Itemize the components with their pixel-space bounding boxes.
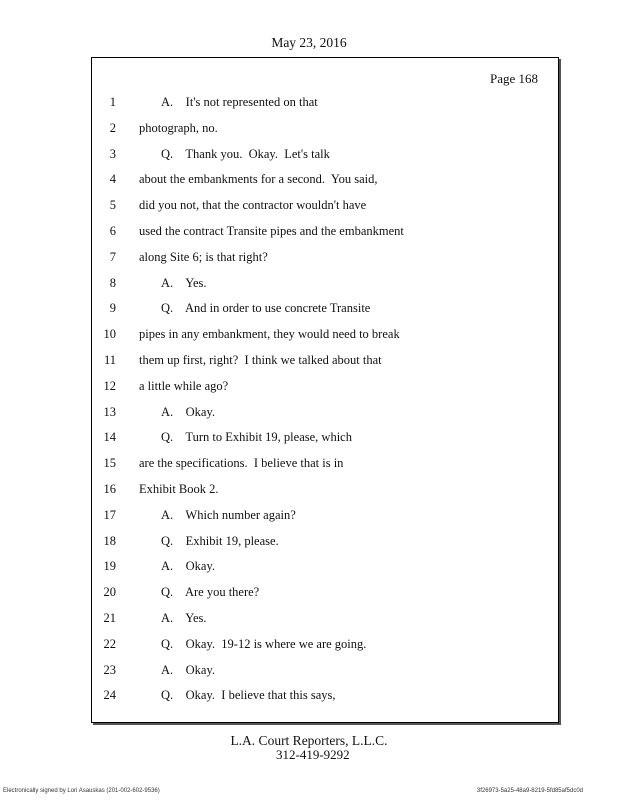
line-number: 8 [109,275,116,290]
transcript-line [92,350,558,370]
reporter-phone: 312-419-9292 [276,747,350,762]
page-number: Page 168 [489,71,538,86]
transcript-line [92,531,558,551]
line-text: A. Yes. [161,275,207,290]
line-text: A. Which number again? [161,507,296,522]
line-text: A. Okay. [161,662,216,677]
line-number: 16 [103,482,116,496]
line-number: 12 [103,378,116,393]
transcript-line [92,221,558,241]
line-number: 23 [103,662,116,677]
transcript-line [92,505,558,525]
line-text: pipes in any embankment, they would need to break [139,327,400,342]
line-number: 4 [109,172,116,187]
transcript-line [92,144,558,164]
line-number: 11 [103,353,116,367]
line-text: used the contract Transite pipes and the embankment [139,224,404,238]
line-text: a little while ago? [139,378,229,393]
transcript-line [92,685,558,705]
line-number: 1 [109,95,116,109]
line-number: 22 [103,636,116,651]
transcript-line [92,324,558,344]
transcript-line [92,402,558,422]
line-number: 17 [103,507,116,522]
transcript-line [92,479,558,499]
line-number: 18 [103,533,116,548]
transcript-line [92,376,558,396]
line-number: 19 [103,559,116,574]
line-number: 20 [103,585,116,600]
line-text: along Site 6; is that right? [139,249,268,264]
line-text: Q. Okay. 19-12 is where we are going. [161,636,367,651]
line-text: them up first, right? I think we talked about that [139,353,382,367]
transcript-line [92,608,558,628]
line-text: Q. Exhibit 19, please. [161,533,279,548]
transcript-line [92,273,558,293]
line-text: A. Okay. [161,559,216,574]
transcript-line [92,582,558,602]
transcript-line [92,92,558,112]
line-number: 6 [109,224,116,238]
line-number: 3 [109,146,116,161]
transcript-line [92,195,558,215]
transcript-line [92,169,558,189]
line-text: are the specifications. I believe that is in [139,456,344,471]
line-text: about the embankments for a second. You said, [139,172,378,187]
line-text: A. Okay. [161,404,216,419]
transcript-line [92,556,558,576]
transcript-page [91,57,559,723]
line-number: 5 [109,198,116,213]
transcript-line [92,118,558,138]
line-number: 9 [109,301,116,316]
line-text: Q. Thank you. Okay. Let's talk [161,146,330,161]
line-text: Q. Turn to Exhibit 19, please, which [161,430,352,445]
line-number: 13 [103,404,116,419]
line-text: did you not, that the contractor wouldn't have [139,198,367,213]
line-number: 21 [103,611,116,625]
line-number: 15 [103,456,116,471]
transcript-line [92,427,558,447]
document-id: 3f26973-5a25-48a9-8219-5fd85af5dc0d [476,788,583,794]
reporter-company: L.A. Court Reporters, L.L.C. [230,733,388,748]
transcript-line [92,298,558,318]
line-number: 10 [103,327,116,342]
line-text: Q. Are you there? [161,585,260,600]
line-text: A. It's not represented on that [161,95,318,109]
page-date: May 23, 2016 [271,35,347,50]
line-number: 14 [103,430,116,445]
line-text: photograph, no. [139,120,218,135]
line-text: Exhibit Book 2. [139,482,219,496]
line-number: 24 [103,688,116,703]
line-text: Q. And in order to use concrete Transite [161,301,371,316]
electronic-signature: Electronically signed by Lori Asauskas (201-002-602-9536) [3,788,160,794]
line-number: 7 [109,249,116,264]
line-text: Q. Okay. I believe that this says, [161,688,336,703]
transcript-line [92,660,558,680]
line-number: 2 [109,120,116,135]
transcript-line [92,634,558,654]
transcript-line [92,453,558,473]
line-text: A. Yes. [161,611,207,625]
transcript-line [92,247,558,267]
